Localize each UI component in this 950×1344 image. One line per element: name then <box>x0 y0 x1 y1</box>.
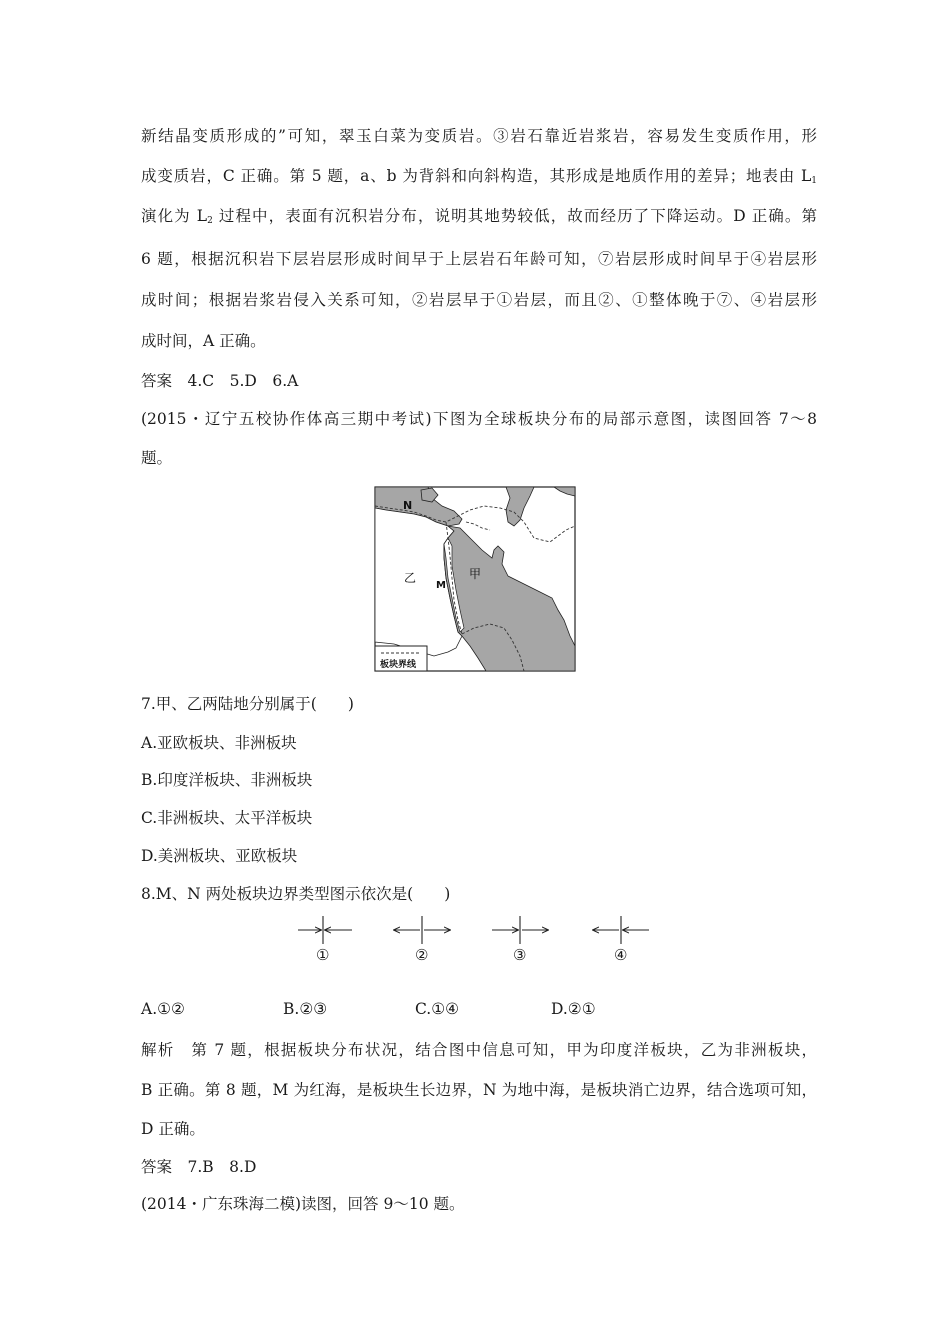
diagram-label-1: ① <box>316 946 330 964</box>
explanation-line: 解析 第 7 题，根据板块分布状况，结合图中信息可知，甲为印度洋板块，乙为非洲板块， <box>141 1041 817 1059</box>
diagram-2 <box>394 916 450 944</box>
label-jia: 甲 <box>469 567 482 581</box>
legend-label: 板块界线 <box>380 660 417 670</box>
source-line: 题。 <box>141 449 173 467</box>
explanation-line: 新结晶变质形成的”可知，翠玉白菜为变质岩。③岩石靠近岩浆岩，容易发生变质作用，形 <box>141 127 817 145</box>
boundary-diagrams <box>296 914 656 946</box>
question-8-option-b: B.②③ <box>283 1000 328 1018</box>
question-7-option-d: D.美洲板块、亚欧板块 <box>141 847 298 865</box>
diagram-4 <box>593 916 649 944</box>
source-line: (2015・辽宁五校协作体高三期中考试)下图为全球板块分布的局部示意图，读图回答 7～8 <box>141 410 817 428</box>
answer-line: 答案 7.B 8.D <box>141 1158 257 1176</box>
question-7-option-b: B.印度洋板块、非洲板块 <box>141 771 313 789</box>
diagram-label-2: ② <box>415 946 429 964</box>
plate-map-svg <box>374 486 576 672</box>
question-8-option-c: C.①④ <box>415 1000 460 1018</box>
diagram-3 <box>492 916 548 944</box>
label-m: M <box>436 580 446 591</box>
diagram-label-3: ③ <box>513 946 527 964</box>
explanation-line: D 正确。 <box>141 1120 205 1138</box>
label-yi: 乙 <box>404 571 417 585</box>
explanation-line: 成时间；根据岩浆岩侵入关系可知，②岩层早于①岩层，而且②、①整体晚于⑦、④岩层形 <box>141 291 817 309</box>
answer-line: 答案 4.C 5.D 6.A <box>141 372 299 390</box>
question-7-option-c: C.非洲板块、太平洋板块 <box>141 809 313 827</box>
explanation-line: 成变质岩，C 正确。第 5 题，a、b 为背斜和向斜构造，其形成是地质作用的差异；地表由 $L_1$ <box>141 167 817 186</box>
label-n: N <box>403 499 413 512</box>
question-7-option-a: A.亚欧板块、非洲板块 <box>141 734 297 752</box>
explanation-line: 演化为 $L_2$ 过程中，表面有沉积岩分布，说明其地势较低，故而经历了下降运动。D 正确。第 <box>141 207 817 226</box>
question-8-stem: 8.M、N 两处板块边界类型图示依次是( ) <box>141 885 451 903</box>
question-8-option-a: A.①② <box>141 1000 185 1018</box>
explanation-line: 成时间，A 正确。 <box>141 332 266 350</box>
plate-map <box>374 486 576 672</box>
source-line: (2014・广东珠海二模)读图，回答 9～10 题。 <box>141 1195 465 1213</box>
explanation-line: 6 题，根据沉积岩下层岩层形成时间早于上层岩石年龄可知，⑦岩层形成时间早于④岩层形 <box>141 250 817 268</box>
explanation-line: B 正确。第 8 题，M 为红海，是板块生长边界，N 为地中海，是板块消亡边界，结合选项可知， <box>141 1081 817 1099</box>
question-8-option-d: D.②① <box>551 1000 596 1018</box>
diagram-label-4: ④ <box>614 946 628 964</box>
question-7-stem: 7.甲、乙两陆地分别属于( ) <box>141 695 354 713</box>
diagram-1 <box>298 916 352 944</box>
